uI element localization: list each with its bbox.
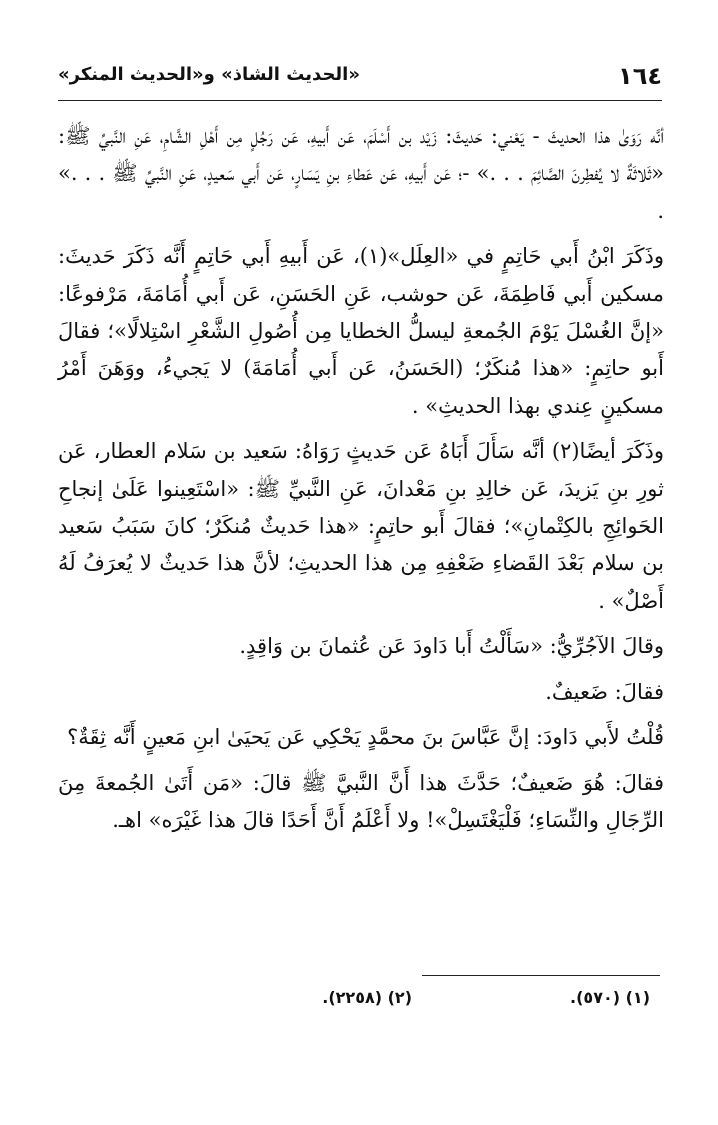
footnote-divider [422, 975, 660, 976]
paragraph-1: أنَّه رَوَىٰ هذا الحديثَ - يَعْني: حَديثَ: زَيْد بن أَسْلَمَ، عَن أَبيهِ، عَن رَجُلٍ مِن أَهْلِ الشَّامِ، عَنِ النَّبيِّ ﷺ: «ثَلاثَةٌ لا يُفطِرنَ الصَّائِمَ . . .» -؛ عَن أَبيهِ، عَن عَطاءِ بنِ يَسَارٍ، عَن أَبي سَعيدٍ، عَنِ النَّبيِّ ﷺ . . .» . [58, 124, 664, 223]
paragraph-5: فقالَ: ضَعيفٌ. [545, 679, 664, 704]
paragraph-2: وذَكَرَ ابْنُ أَبي حَاتِمٍ في «العِلَل»(١)، عَن أَبيهِ أَبي حَاتِمٍ أَنَّه ذَكَرَ حَديثَ: مسكين أَبي فَاطِمَةَ، عَن حوشب، عَنِ الحَسَنِ، عَن أَبي أُمَامَةَ، مَرْفوعًا: «إنَّ الغُسْلَ يَوْمَ الجُمعةِ ليسلُّ الخطايا مِن أُصُولِ الشَّعْرِ اسْتِلالًا»؛ فقالَ أَبو حاتِمٍ: «هذا مُنكَرٌ؛ (الحَسَنُ، عَن أَبي أُمَامَةَ) لا يَجيءُ، ووَهَنَ أَمْرُ مسكينٍ عِندي بهذا الحديثِ» . [58, 244, 664, 418]
main-text [58, 118, 664, 847]
running-title: «الحديث الشاذ» و«الحديث المنكر» [58, 64, 360, 85]
paragraph-4: وقالَ الآجُرِّيُّ: «سَأَلْتُ أَبا دَاودَ عَن عُثمانَ بن وَاقِدٍ. [239, 634, 664, 659]
paragraph-7: فقالَ: هُوَ ضَعيفٌ؛ حَدَّثَ هذا أَنَّ النَّبيَّ ﷺ قالَ: «مَن أَتَىٰ الجُمعةَ مِنَ الرِّجَالِ والنِّسَاءِ؛ فَلْيَغْتَسِلْ»! ولا أَعْلَمُ أَنَّ أَحَدًا قالَ هذا غَيْرَه» اهـ. [58, 770, 664, 832]
footnote-2: (٢) (٢٢٥٨). [322, 988, 412, 1007]
paragraph-3: وذَكَرَ أيضًا(٢) أنَّه سَأَلَ أَبَاهُ عَن حَديثٍ رَوَاهُ: سَعيد بن سَلام العطار، عَن ثورِ بنِ يَزيدَ، عَن خالِدِ بنِ مَعْدانَ، عَنِ النَّبيِّ ﷺ: «اسْتَعِينوا عَلَىٰ إنجاحِ الحَوائِجِ بالكِتْمانِ»؛ فقالَ أَبو حاتِمٍ: «هذا حَديثٌ مُنكَرٌ؛ كانَ سَبَبُ سَعيد بن سلام بَعْدَ القَضاءِ ضَعْفِهِ مِن هذا الحديثِ؛ لأنَّ هذا حَديثٌ لا يُعرَفُ لَهُ أَصْلٌ» . [58, 439, 665, 613]
footnotes [58, 988, 662, 1018]
page-number: ١٦٤ [618, 62, 662, 90]
paragraph-6: قُلْتُ لأَبي دَاودَ: إنَّ عَبَّاسَ بنَ محمَّدٍ يَحْكِي عَن يَحيَىٰ ابنِ مَعينٍ أَنَّه ثِقَةٌ؟ [67, 725, 664, 750]
footnote-1: (١) (٥٧٠). [570, 988, 650, 1007]
header-divider [58, 100, 662, 101]
page-header [58, 58, 662, 94]
